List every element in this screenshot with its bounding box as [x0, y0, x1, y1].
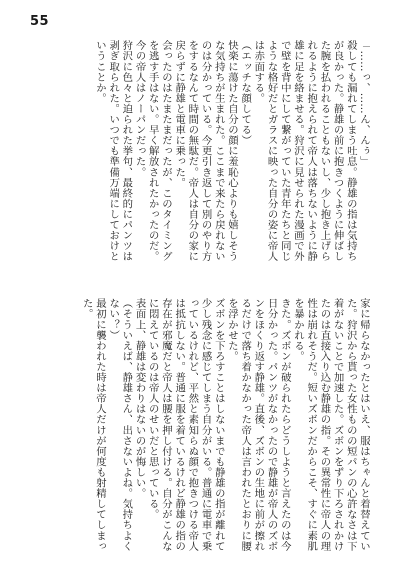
paragraph: 殺しても漏れてしまう吐息。静雄の指は気持ちが良かった。静雄の前に抱きつくように伸ばした腕を払われることもないし、少し抱き上げられるように抱えられて帝人は落ちないように静雄に足を絡ませる。狩沢に見せられた漫画で外で壁を背中にして繋がっていた青年たちと同じような格好だとガラスに映った自分の姿に帝人は赤面する。 — [252, 40, 357, 262]
lower-text-block — [35, 298, 370, 553]
paragraph: 会ったのはたまたまだったが、このタイミングを逃す手はない。早く解放されたかったのだ。 — [146, 40, 172, 262]
paragraph: 家に帰らなかったとはいえ、服はちゃんと着替えていた。狩沢から貰った女性ものの短パンの心許なさは下着がないことで加速した。ズボンをずり下ろされかけたのは直接入り込む静雄の指。その異常性に帝人の理性は崩れそうだ。短いズボンだからこそ、すぐに素肌を暴かれる。 — [291, 298, 370, 552]
paragraph: ズボンを下ろすことはしないまでも静雄の指が離れて少し残念に感じてしまう自分がいる。普通に電車で乗っているけれど、平然と素知らぬ顔で抱きつける帝人は抵抗しない。普通に服を着ているけれど静雄の指の存在が邪魔だと帝人は腰を押し付ける。自分がこんなに悶えているのは帝人のせいだと思っている。 — [146, 298, 225, 552]
paragraph: 最初に襲われた時は帝人だけが何度も射精してしまった。 — [80, 298, 106, 552]
paragraph: 表面上、静雄は変わりはないのが悔しい。 — [133, 298, 146, 499]
paragraph: 「……っ、……ん、んぅ」 — [358, 40, 370, 167]
paragraph: きた。ズボンが破られたらどうしようと言えたのは今日分かった。パンツがなかったので静雄が帝人のズボンをほくり返す静雄。直後、ズボンの生地に前が擦れるだけで落ち着かなかった帝人は言われたとおりに腰を浮かせた。 — [225, 298, 291, 552]
paragraph: 今の帝人はノーパンだった。 — [133, 40, 146, 178]
paragraph: （そういえば、静雄さん、出さないよね。気持ちよくない？） — [107, 298, 133, 552]
upper-text-block — [35, 40, 370, 268]
paragraph: 快楽に蕩けた自分の顔に羞恥心よりも嬉しそうな気持ちが生まれた。ここまで来たら戻れないのは分かっている。今更引き返して別のやり方をするなんて時間の無駄だ。帝人は自分の家に戻らずに静雄と電車に乗った。 — [173, 40, 238, 262]
paragraph: （エッチな顔してる） — [239, 40, 252, 146]
page-number: 55 — [30, 14, 50, 29]
paragraph: 狩沢に色々と迫られた挙句、最終的にパンツは剥ぎ取られた。いつでも準備万端にしておけということか。 — [93, 40, 133, 262]
